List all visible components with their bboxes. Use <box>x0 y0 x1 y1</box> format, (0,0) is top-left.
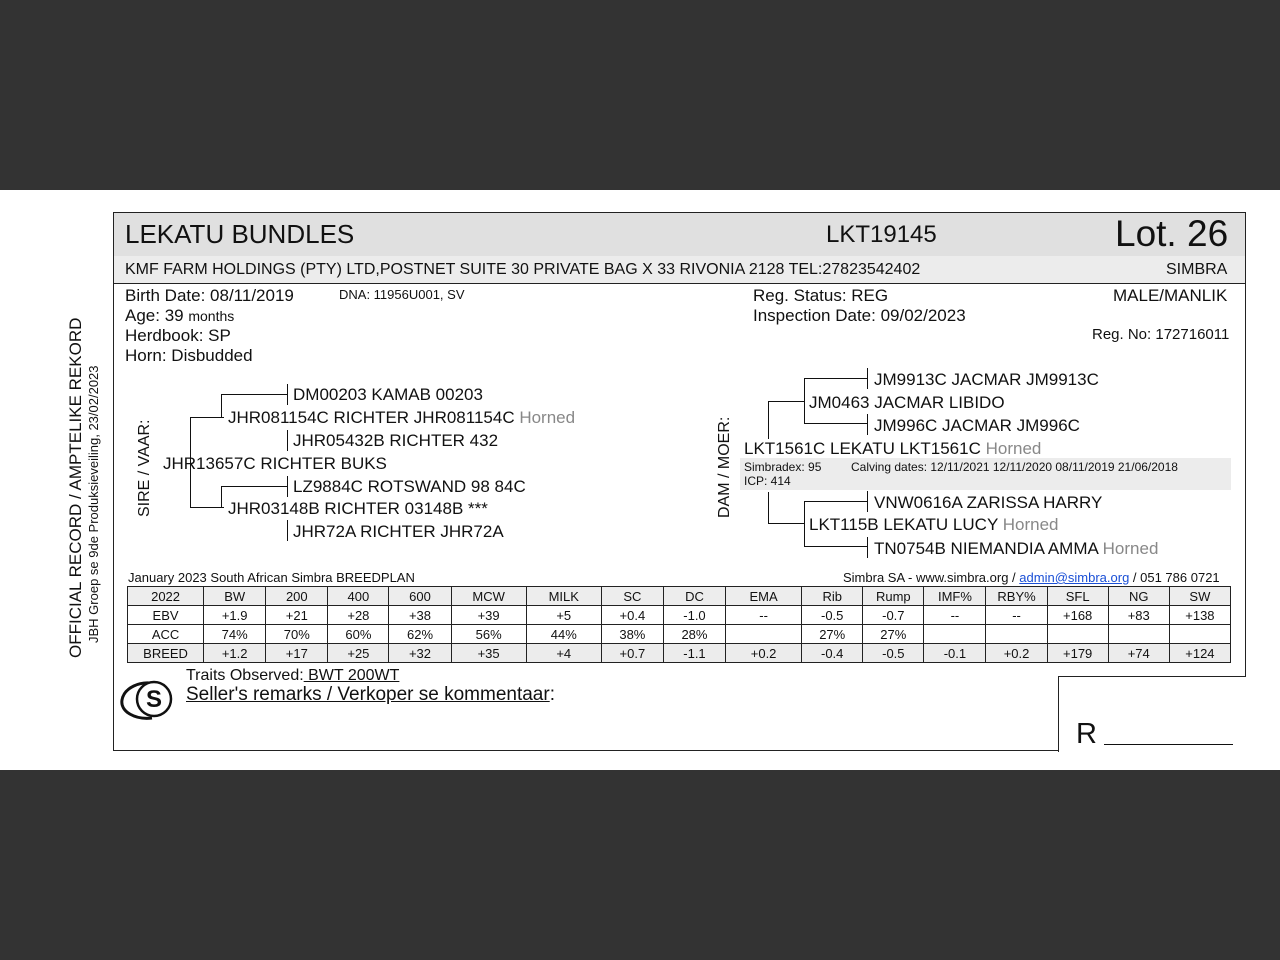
breedplan-cell: 27% <box>802 625 863 644</box>
breedplan-cell: +0.2 <box>726 644 802 663</box>
breedplan-cell <box>726 625 802 644</box>
sire-section-label: SIRE / VAAR: <box>136 419 153 517</box>
icp-value: ICP: 414 <box>744 474 791 488</box>
breedplan-cell: -- <box>726 606 802 625</box>
simbra-logo <box>116 676 180 731</box>
breedplan-header-cell: SW <box>1169 587 1230 606</box>
breedplan-cell: -- <box>924 606 986 625</box>
breedplan-cell: 38% <box>601 625 663 644</box>
breedplan-cell: +28 <box>328 606 389 625</box>
breedplan-cell: +138 <box>1169 606 1230 625</box>
dam-dam-dam-tick <box>867 537 868 558</box>
breedplan-cell: ACC <box>128 625 204 644</box>
breedplan-cell <box>1047 625 1108 644</box>
calving-dates: Calving dates: 12/11/2021 12/11/2020 08/11/2019 21/06/2018 <box>851 460 1178 474</box>
dam-lower-bracket <box>768 492 769 524</box>
sire-sire-dam: JHR05432B RICHTER 432 <box>293 431 499 450</box>
breedplan-cell: 56% <box>451 625 526 644</box>
breedplan-cell: EBV <box>128 606 204 625</box>
breedplan-caption: January 2023 South African Simbra BREEDPLAN <box>128 570 415 585</box>
inspection-date: Inspection Date: 09/02/2023 <box>753 306 966 325</box>
sire-sire-tick <box>287 384 288 405</box>
breedplan-header-cell: NG <box>1108 587 1169 606</box>
dam-sire-top <box>804 378 868 379</box>
breedplan-header-cell: MCW <box>451 587 526 606</box>
dam-dam-bracket <box>804 501 805 547</box>
dam-sire-sire-tick <box>867 368 868 389</box>
dam-lower-connector <box>768 523 804 524</box>
sire-bracket-top <box>190 417 224 418</box>
sire-bracket-bottom <box>190 507 224 508</box>
breedplan-cell <box>1169 625 1230 644</box>
breedplan-header-cell: RBY% <box>986 587 1047 606</box>
breedplan-header-cell: MILK <box>526 587 601 606</box>
breedplan-cell: BREED <box>128 644 204 663</box>
breedplan-cell: 60% <box>328 625 389 644</box>
birth-date: Birth Date: 08/11/2019 <box>125 286 294 305</box>
breedplan-header-cell: IMF% <box>924 587 986 606</box>
breedplan-cell: 28% <box>663 625 725 644</box>
dam-sire-tick <box>287 476 288 497</box>
breedplan-header-cell: SFL <box>1047 587 1108 606</box>
breedplan-cell: 27% <box>863 625 924 644</box>
breedplan-cell: -0.4 <box>802 644 863 663</box>
traits-observed: Traits Observed: BWT 200WT <box>186 667 400 684</box>
breedplan-cell: 74% <box>204 625 266 644</box>
breedplan-cell: -1.0 <box>663 606 725 625</box>
breedplan-row <box>128 625 1231 644</box>
breedplan-cell: +25 <box>328 644 389 663</box>
breedplan-cell: +168 <box>1047 606 1108 625</box>
sex-label: MALE/MANLIK <box>1113 286 1228 305</box>
dam-sire-bracket <box>221 486 222 507</box>
dam-sire: JM0463 JACMAR LIBIDO <box>809 393 1005 412</box>
animal-id: LKT19145 <box>826 221 937 248</box>
breedplan-header-cell: 600 <box>389 587 451 606</box>
owner-address: KMF FARM HOLDINGS (PTY) LTD,POSTNET SUITE 30 PRIVATE BAG X 33 RIVONIA 2128 TEL:27823542402 <box>125 261 921 278</box>
breedplan-cell: +74 <box>1108 644 1169 663</box>
price-input-line[interactable] <box>1104 744 1233 745</box>
breedplan-cell: +39 <box>451 606 526 625</box>
dam-sire-connector <box>221 486 288 487</box>
breedplan-cell: -- <box>986 606 1047 625</box>
reg-status: Reg. Status: REG <box>753 286 889 305</box>
breedplan-cell <box>924 625 986 644</box>
breedplan-cell: -0.7 <box>863 606 924 625</box>
dam-section-label: DAM / MOER: <box>716 416 733 518</box>
dam-sire-dam-tick <box>867 414 868 435</box>
dna-info: DNA: 11956U001, SV <box>339 287 465 302</box>
breedplan-cell: 70% <box>266 625 328 644</box>
dam-sire-dam: JM996C JACMAR JM996C <box>874 416 1080 435</box>
animal-name: LEKATU BUNDLES <box>125 219 355 249</box>
sire-sire-connector <box>221 394 288 395</box>
breedplan-cell: +32 <box>389 644 451 663</box>
sire-name: JHR13657C RICHTER BUKS <box>163 454 387 473</box>
breedplan-contact: Simbra SA - www.simbra.org / admin@simbra.org / 051 786 0721 <box>843 570 1220 585</box>
breedplan-cell: +21 <box>266 606 328 625</box>
sire-sire-sire: DM00203 KAMAB 00203 <box>293 385 483 404</box>
breedplan-cell: +124 <box>1169 644 1230 663</box>
seller-remarks-label: Seller's remarks / Verkoper se kommentaar: <box>186 684 555 705</box>
dam-dam-sire: VNW0616A ZARISSA HARRY <box>874 493 1103 512</box>
breedplan-header-cell: 400 <box>328 587 389 606</box>
dam-name: LKT1561C LEKATU LKT1561C Horned <box>744 439 1042 458</box>
breedplan-header-cell: EMA <box>726 587 802 606</box>
horn-status: Horn: Disbudded <box>125 346 253 365</box>
breedplan-cell: +0.2 <box>986 644 1047 663</box>
breedplan-row <box>128 644 1231 663</box>
breedplan-header-cell: BW <box>204 587 266 606</box>
breedplan-cell <box>986 625 1047 644</box>
breedplan-cell: +38 <box>389 606 451 625</box>
sire-sire-bracket <box>221 394 222 417</box>
breedplan-cell: +179 <box>1047 644 1108 663</box>
dam-dam-bottom <box>804 546 868 547</box>
breedplan-cell: +0.7 <box>601 644 663 663</box>
breedplan-cell: -0.5 <box>863 644 924 663</box>
dam-dam-dam: TN0754B NIEMANDIA AMMA Horned <box>874 539 1159 558</box>
breedplan-cell: +83 <box>1108 606 1169 625</box>
dam-sire-bottom <box>804 423 868 424</box>
breedplan-header-cell: Rump <box>863 587 924 606</box>
dam-upper-bracket <box>768 401 769 439</box>
breed-label: SIMBRA <box>1166 261 1228 278</box>
lot-number: Lot. 26 <box>1115 213 1229 254</box>
reg-number: Reg. No: 172716011 <box>1092 326 1230 343</box>
dam-dam-sire-tick <box>867 491 868 512</box>
simbradex-value: Simbradex: 95 <box>744 460 822 474</box>
dam-sire-bracket <box>804 378 805 424</box>
dam-upper-connector <box>768 401 804 402</box>
breedplan-cell: +35 <box>451 644 526 663</box>
sire-dam: JHR03148B RICHTER 03148B *** <box>228 499 488 518</box>
sire-sire: JHR081154C RICHTER JHR081154C Horned <box>228 408 576 427</box>
auction-info-label: JBH Groep se 9de Produksieveiling, 23/02/2023 <box>86 365 101 643</box>
herdbook: Herdbook: SP <box>125 326 231 345</box>
breedplan-cell: +1.9 <box>204 606 266 625</box>
breedplan-header-cell: 200 <box>266 587 328 606</box>
dam-dam-top <box>804 501 868 502</box>
breedplan-cell: 44% <box>526 625 601 644</box>
breedplan-row <box>128 587 1231 606</box>
breedplan-cell: 62% <box>389 625 451 644</box>
breedplan-row <box>128 606 1231 625</box>
price-currency: R <box>1076 718 1097 750</box>
sire-dam-dam: JHR72A RICHTER JHR72A <box>293 522 504 541</box>
breedplan-cell: -1.1 <box>663 644 725 663</box>
breedplan-cell <box>1108 625 1169 644</box>
sire-dam-tick <box>287 430 288 451</box>
breedplan-cell: +1.2 <box>204 644 266 663</box>
breedplan-header-cell: Rib <box>802 587 863 606</box>
dam-dam-tick <box>287 520 288 541</box>
breedplan-cell: +17 <box>266 644 328 663</box>
breedplan-cell: +4 <box>526 644 601 663</box>
breedplan-table <box>127 586 1231 663</box>
breedplan-cell: -0.1 <box>924 644 986 663</box>
breedplan-cell: -0.5 <box>802 606 863 625</box>
official-record-label: OFFICIAL RECORD / AMPTELIKE REKORD <box>66 317 85 658</box>
breedplan-cell: +5 <box>526 606 601 625</box>
dam-sire-sire: JM9913C JACMAR JM9913C <box>874 370 1099 389</box>
breedplan-header-cell: 2022 <box>128 587 204 606</box>
breedplan-cell: +0.4 <box>601 606 663 625</box>
age: Age: 39 months <box>125 306 235 325</box>
logo-letter: S <box>145 686 163 713</box>
breedplan-header-cell: DC <box>663 587 725 606</box>
sire-dam-sire: LZ9884C ROTSWAND 98 84C <box>293 477 526 496</box>
breedplan-header-cell: SC <box>601 587 663 606</box>
dam-dam: LKT115B LEKATU LUCY Horned <box>809 515 1059 534</box>
email-link[interactable]: admin@simbra.org <box>1019 570 1130 585</box>
